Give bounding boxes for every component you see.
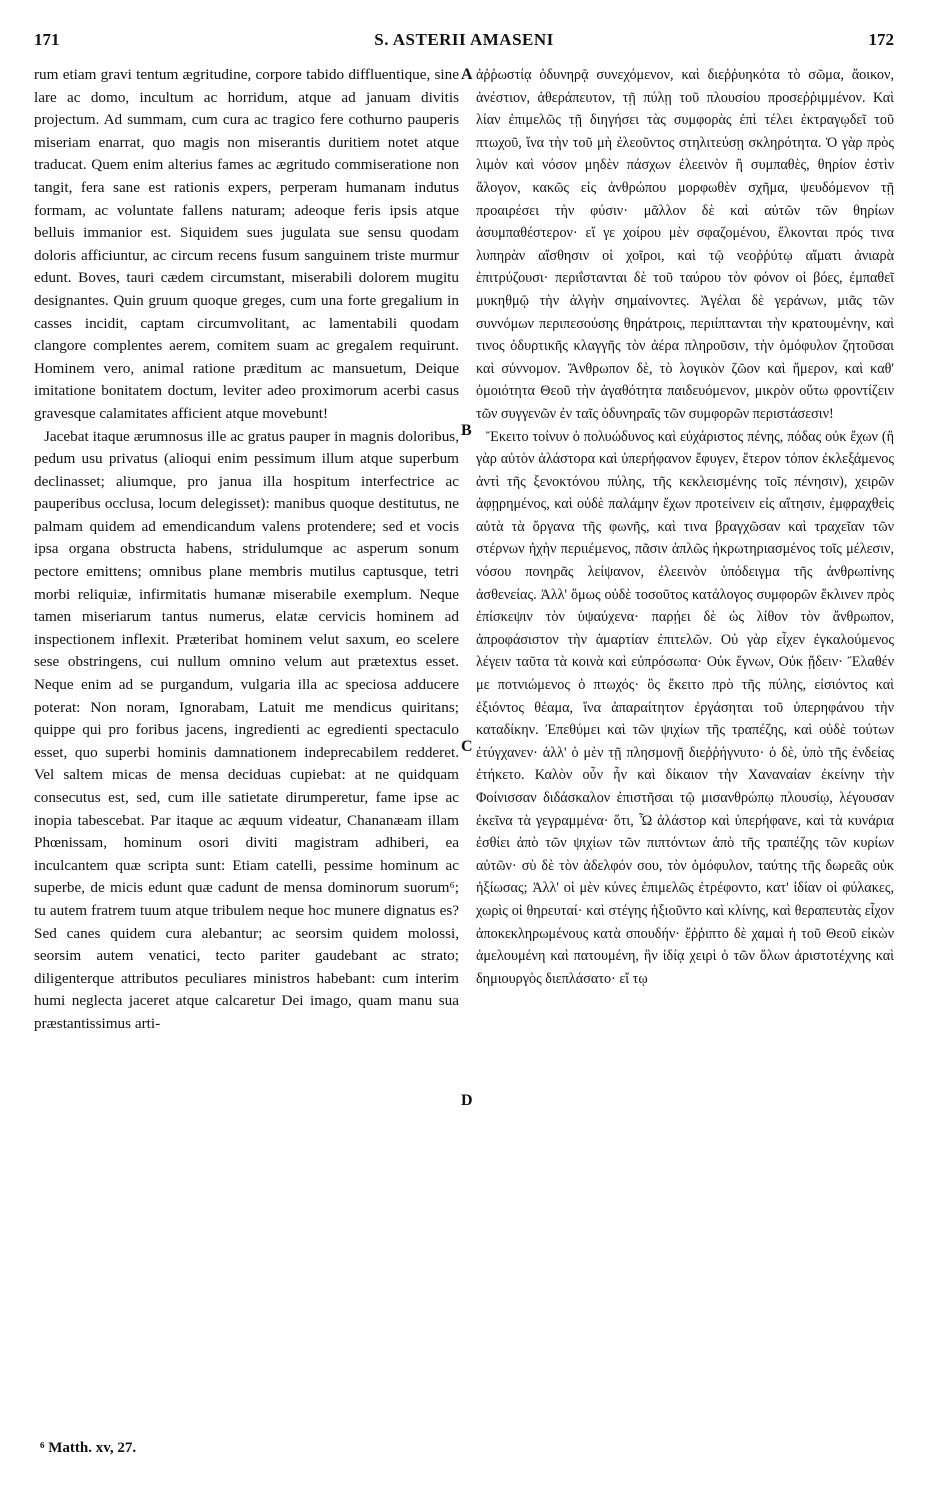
page-number-right: 172 (868, 30, 894, 49)
margin-letter-b: B (461, 422, 472, 439)
running-title: S. ASTERII AMASENI (374, 30, 554, 49)
latin-paragraph: Jacebat itaque ærumnosus ille ac gratus pauper in magnis doloribus, pedum usu privatus (alioqui enim pessimum illum atque superbum declinasset; aliumque, pro janua illa hospitum interfectrice ac pauperibus occlusa, locum delegisset): manibus quoque destitutus, ne palmam quidem ad emendicandum valens protendere; sed et vocis ipsa organa obstructa habens, stridulumque ac asperum sonum pectore emittens; omnibus plane membris mutilus captusque, tetri morbi reliquiæ, infirmitatis humanæ miserabile exemplum. Neque tamen miseriarum tantus numerus, elatæ cervicis hominem ad inspectionem inflexit. Præteribat hominem velut saxum, eo scelere sese obstringens, cui nullum omnino velum aut prætextus esset. Neque enim ad se purgandum, vulgaria illa ac speciosa adducere poterat: Non noram, Ignorabam, Latuit me mendicus quiritans; quippe qui pro foribus jacens, ingredienti ac egredienti spectaculo esset, quo superbi hominis damnationem indeprecabilem redderet. Vel saltem micas de mensa deciduas cupiebat: at ne quidquam consecutus est, sed, cum ille satietate dirumperetur, fame ipse ac inopia tabescebat. Par itaque ac æquum videatur, Chananæam illam Phœnissam, hominum osori diviti magistram adhiberi, ea inculcantem quæ scripta sunt: Etiam catelli, pessime hominum ac superbe, de micis edunt quæ cadunt de mensa dominorum suorum⁶; tu autem fratrem tuum atque tribulem neque hoc munere dignatus es? Sed canes quidem cura alebantur; ac seorsim quidem molossi, seorsim autem venatici, tecto pariter gaudebant ac strato; diligenterque attributos peculiares ministros habebant: cum interim humi neglecta jaceret atque calcaretur Dei imago, quam manu sua præstantissimus arti- (34, 427, 459, 1032)
greek-column (476, 64, 894, 990)
latin-paragraph: rum etiam gravi tentum ægritudine, corpore tabido diffluentique, sine lare ac domo, incultum ac horridum, atque ad januam divitis projectum. Ad summam, cum cura ac tragico fere cothurno pauperis miseriam enarrat, quo magis non miserantis duritiem notet atque traducat. Quem enim alterius fames ac ægritudo commiseratione non tangit, fera sane est rationis expers, perperam humanam indutus formam, ac voluntate fallens naturam; adeoque feris ipsis atque belluis immanior est. Siquidem sues jugulata sue sensu quodam doloris afficiuntur, ac circum recens fusum sanguinem triste murmur edunt. Boves, tauri cædem circumstant, miserabili dolorem mugitu designantes. Quin gruum quoque greges, cum una forte gregalium in casses incidit, captam circumvolitant, ac lamentabili quodam clangore complentes aerem, comitem suam ac gregalem requirunt. Hominem vero, animal ratione præditum ac mansuetum, Deique imitatione bonitatem doctum, leviter adeo proximorum acerbi casus gravesque calamitates afficient atque movebunt! (34, 66, 459, 422)
footnote: ⁶ Matth. xv, 27. (40, 1440, 137, 1456)
greek-paragraph: ἀῤῥωστίᾳ ὀδυνηρᾷ συνεχόμενον, καὶ διεῤῥυηκότα τὸ σῶμα, ἄοικον, ἀνέστιον, ἀθεράπευτον, τῇ πύλῃ τοῦ πλουσίου προσεῤῥιμμένον. Καὶ λίαν ἐπιμελῶς τῇ διηγήσει τὰς συμφορὰς ἐπὶ τέλει ἐκτραγῳδεῖ τοῦ πτωχοῦ, ἵνα τὴν τοῦ μὴ ἐλεοῦντος στηλιτεύσῃ σκληρότητα. Ὁ γὰρ πρὸς λιμὸν καὶ νόσον μηδὲν πάσχων ἐλεεινὸν ἢ συμπαθὲς, θηρίον ἐστὶν ἄλογον, κακῶς εἰς ἀνθρώπου μορφωθὲν σχῆμα, ψευδόμενον τῇ προαιρέσει τὴν φύσιν· μᾶλλον δὲ καὶ αὐτῶν τῶν θηρίων ἀσυμπαθέστερον· εἴ γε χοίρου μὲν σφαζομένου, ἕλκονται πρός τινα λυπηρὰν αἴσθησιν οἱ χοῖροι, καὶ τῷ νεοῤῥύτῳ αἵματι ἀνιαρὰ ἐπιτρύζουσι· περιΐστανται δὲ τοῦ ταύρου τὸν φόνον οἱ βόες, ἐμπαθεῖ μυκηθμῷ τὴν ἀλγὴν σημαίνοντες. Ἀγέλαι δὲ γεράνων, μιᾶς τῶν συννόμων περιπεσούσης θηράτροις, περιίπτανται τὴν κρατουμένην, καὶ τινος ὀδυρτικῆς κλαγγῆς τὸν ἀέρα πληροῦσιν, τὴν ὁμόφυλον ζητοῦσαι καὶ σύννομον. Ἄνθρωπον δὲ, τὸ λογικὸν ζῶον καὶ ἥμερον, καὶ καθ' ὁμοιότητα Θεοῦ τὴν ἀγαθότητα παιδευόμενον, μικρὸν οὕτω φροντίζειν τῶν συγγενῶν ἐν ταῖς ὀδυνηραῖς τῶν συμφορῶν περιστάσεσιν! (476, 67, 894, 422)
latin-column (34, 64, 459, 1036)
page-number-left: 171 (34, 30, 60, 49)
running-header (34, 30, 894, 54)
margin-letter-c: C (461, 738, 473, 755)
greek-paragraph: Ἔκειτο τοίνυν ὁ πολυώδυνος καὶ εὐχάριστος πένης, πόδας οὐκ ἔχων (ἢ γὰρ αὐτὸν ἀλάστορα καὶ ὑπερήφανον ἔφυγεν, ἕτερον τόπον ἐκλεξάμενος ἀντὶ τῆς ξενοκτόνου πύλης, τῆς κεκλεισμένης τοῖς πένησιν), χειρῶν ἀφῃρημένος, καὶ οὐδὲ παλάμην ἔχων προτείνειν εἰς αἴτησιν, ἐμφραχθεὶς αὐτὰ τὰ ὄργανα τῆς φωνῆς, καὶ τινα βραγχῶσαν καὶ τραχεῖαν τῶν στέρνων ἠχὴν περιιέμενος, πᾶσιν ἁπλῶς ἠκρωτηριασμένος τοῖς μέλεσιν, νόσου πονηρᾶς λείψανον, ἐλεεινὸν ὑπόδειγμα τῆς ἀνθρωπίνης ἀσθενείας. Ἀλλ' ὅμως οὐδὲ τοσοῦτος κατάλογος συμφορῶν ἔκλινεν πρὸς ἐπίσκεψιν τὸν ὑψαύχενα· παρῄει δὲ ὡς λίθον τὸν ἄνθρωπον, ἀπροφάσιστον τὴν ἁμαρτίαν ἐπιτελῶν. Οὐ γὰρ εἶχεν ἐγκαλούμενος λέγειν ταῦτα τὰ κοινὰ καὶ εὐπρόσωπα· Οὐκ ἔγνων, Οὐκ ᾔδειν· Ἔλαθέν με ποτνιώμενος ὁ πτωχός· ὃς ἔκειτο πρὸ τῆς πύλης, εἰσιόντος καὶ ἐξιόντος θέαμα, ἵνα ἀπαραίτητον ἐργάσηται τοῦ ὑπερηφάνου τὴν καταδίκην. Ἐπεθύμει καὶ τῶν ψιχίων τῆς τραπέζης, καὶ οὐδὲ τούτων ἐτύγχανεν· ἀλλ' ὁ μὲν τῇ πλησμονῇ διεῤῥήγνυτο· ὁ δὲ, ὑπὸ τῆς ἐνδείας ἐτήκετο. Καλὸν οὖν ἦν καὶ δίκαιον τὴν Χαναναίαν ἐκείνην τὴν Φοίνισσαν διδάσκαλον ἐπιστῆσαι τῷ μισανθρώπῳ πλουσίῳ, λέγουσαν ἐκεῖνα τὰ γεγραμμένα· ὅτι, Ὦ ἀλάστορ καὶ ὑπερήφανε, καὶ τὰ κυνάρια ἐσθίει ἀπὸ τῶν ψιχίων τῶν πιπτόντων ἀπὸ τῆς τραπέζης τῶν κυρίων αὐτῶν· σὺ δὲ τὸν ἀδελφόν σου, τὸν ὁμόφυλον, ταύτης τῆς δωρεᾶς οὐκ ἠξίωσας; Ἀλλ' οἱ μὲν κύνες ἐπιμελῶς ἐτρέφοντο, κατ' ἰδίαν οἱ φύλακες, χωρὶς οἱ θηρευταί· καὶ στέγης ἠξιοῦντο καὶ κλίνης, καὶ θεραπευτὰς εἶχον ἀποκεκληρωμένους κατὰ σπουδήν· ἔῤῥιπτο δὲ χαμαὶ ἡ τοῦ Θεοῦ εἰκὼν ἀμελουμένη καὶ πατουμένη, ἣν ἰδίᾳ χειρὶ ὁ τῶν ὅλων ἀριστοτέχνης καὶ δημιουργὸς διεπλάσατο· εἴ τῳ (476, 428, 894, 987)
margin-letter-a: A (461, 66, 473, 83)
margin-letter-d: D (461, 1092, 473, 1109)
